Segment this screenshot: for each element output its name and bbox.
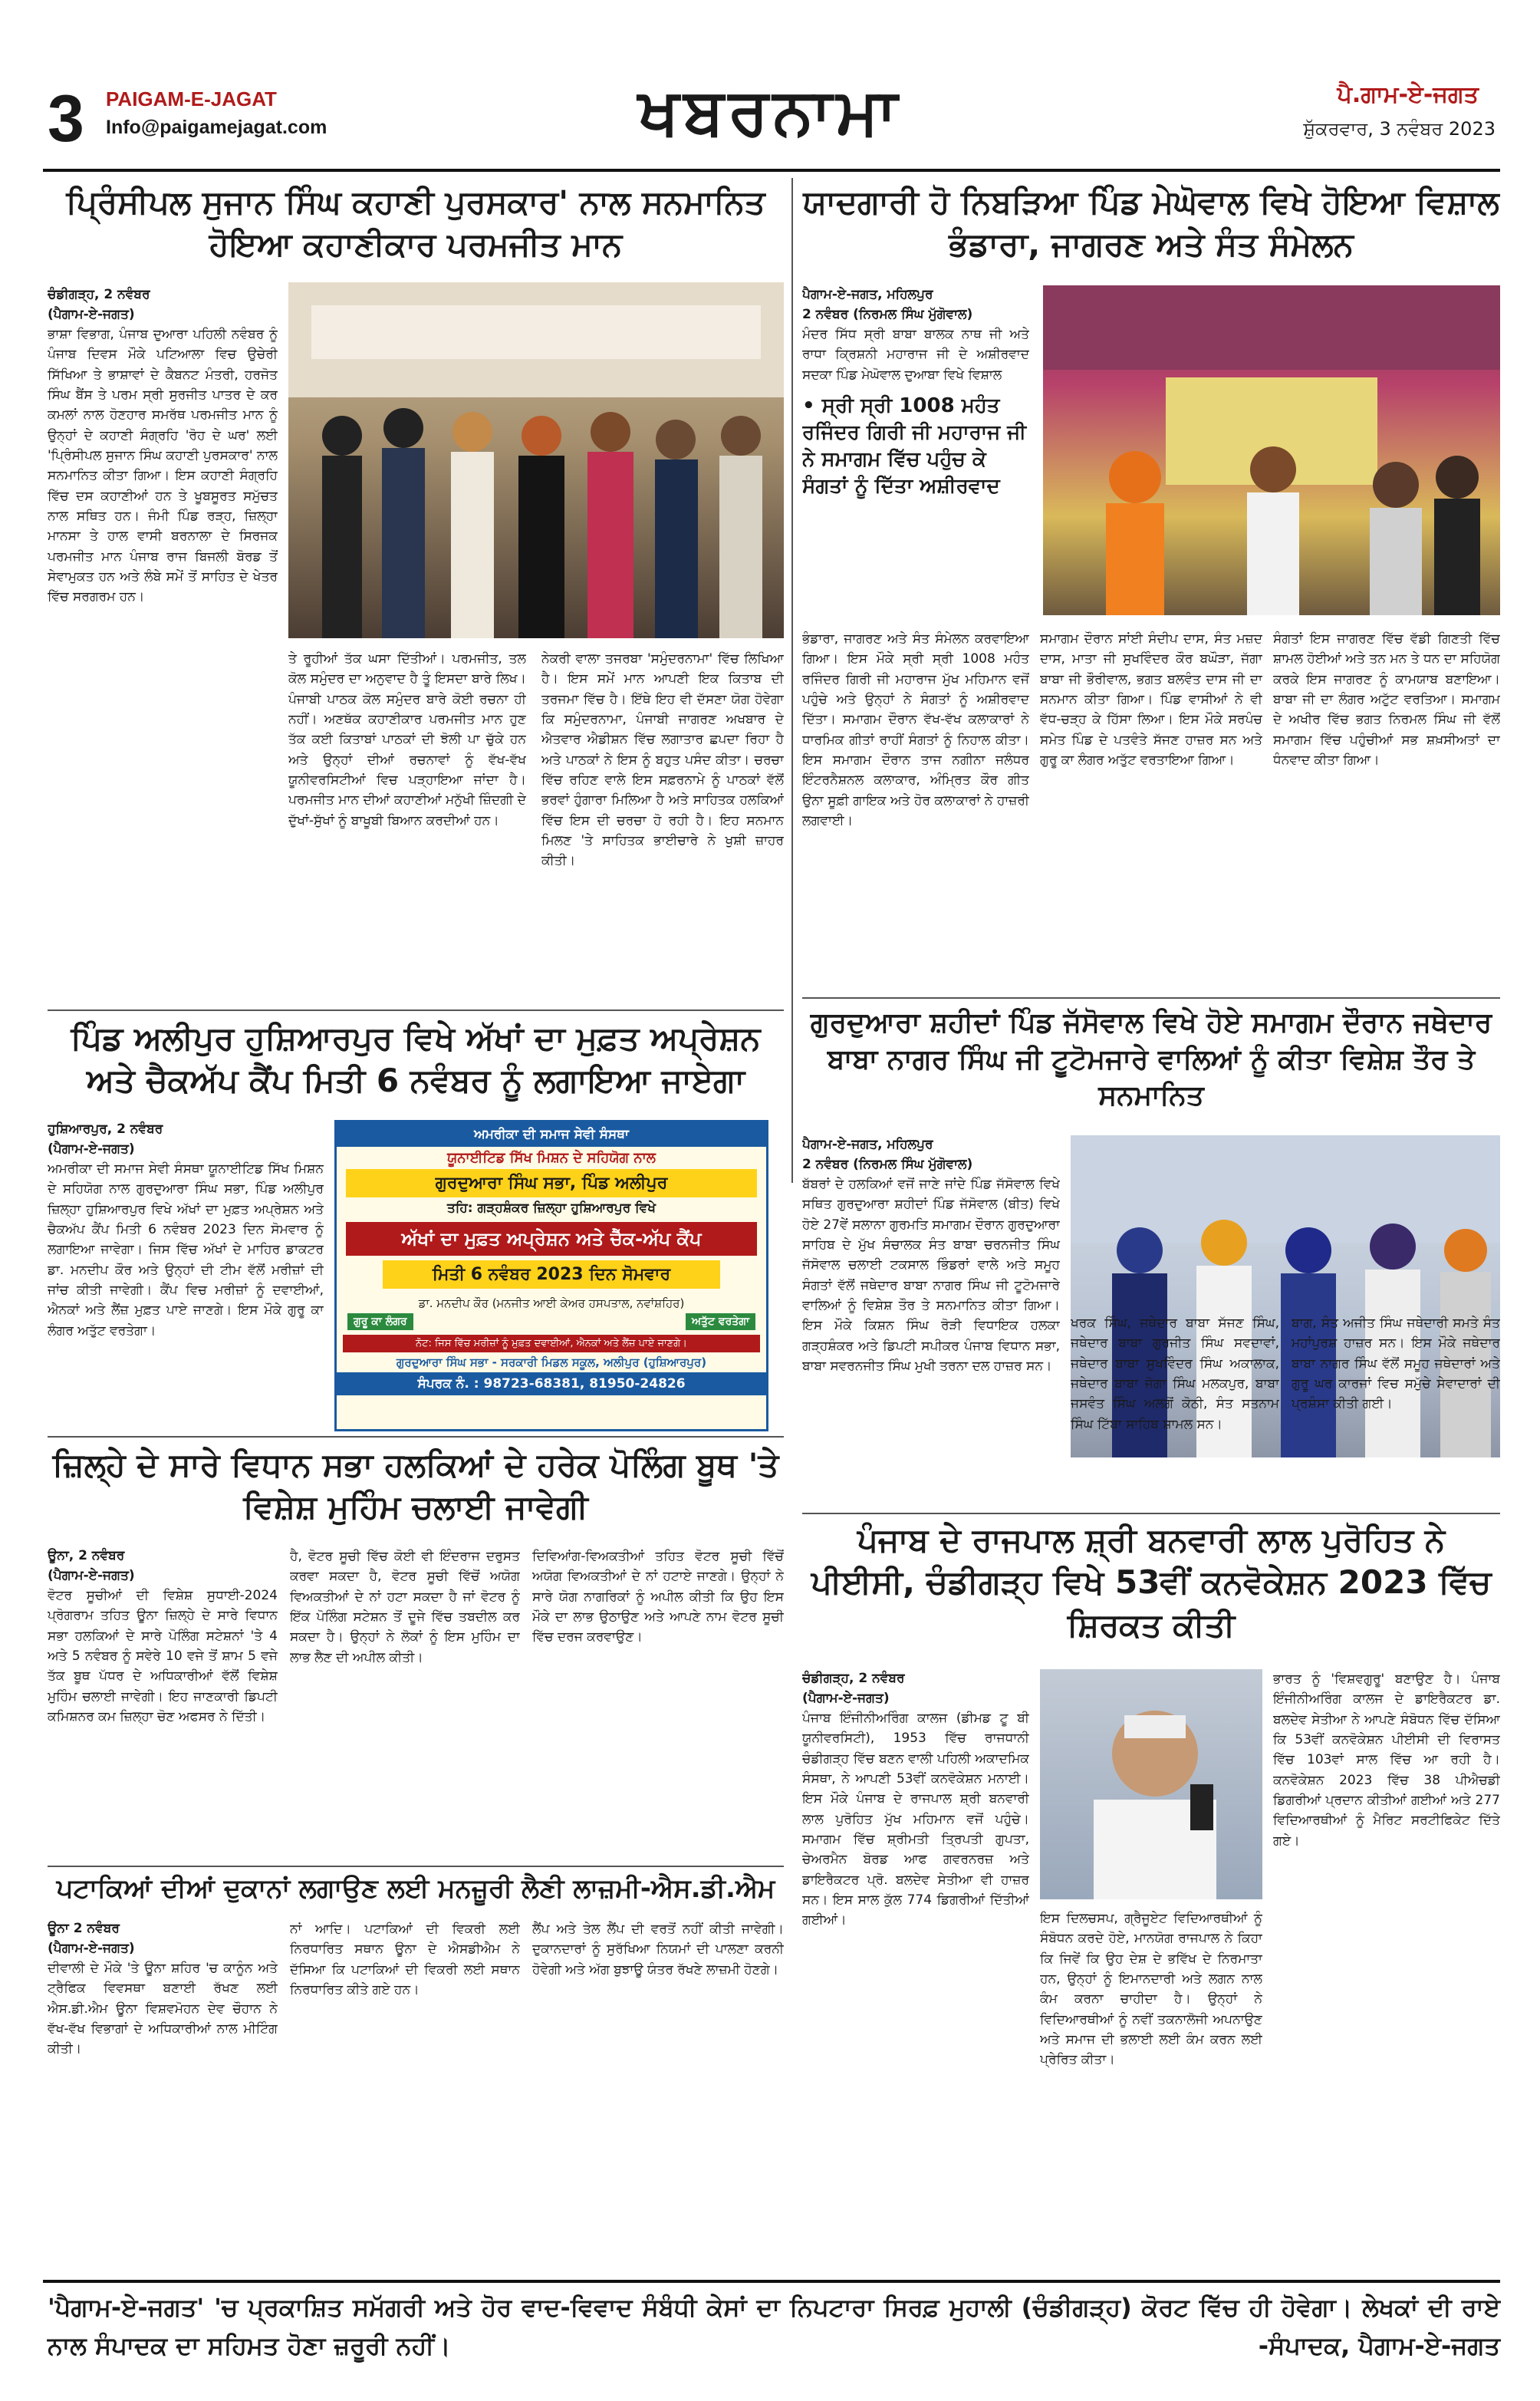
header-rule — [43, 169, 1500, 172]
story5-headline-box — [48, 1872, 784, 1906]
ad-badge-langar: ਗੁਰੂ ਕਾ ਲੰਗਰ — [347, 1313, 413, 1330]
ad-title: ਅੱਖਾਂ ਦਾ ਮੁਫ਼ਤ ਅਪ੍ਰੇਸ਼ਨ ਅਤੇ ਚੈੱਕ-ਅੱਪ ਕੈਂਪ — [346, 1222, 757, 1256]
story2-headline: ਯਾਦਗਾਰੀ ਹੋ ਨਿਬੜਿਆ ਪਿੰਡ ਮੇਘੋਵਾਲ ਵਿਖੇ ਹੋਇਆ ਵਿਸ਼ਾਲ ਭੰਡਾਰਾ, ਜਾਗਰਣ ਅਤੇ ਸੰਤ ਸੰਮੇਲਨ — [803, 183, 1499, 264]
brand-email[interactable]: Info@paigamejagat.com — [106, 117, 327, 138]
story2-text-3: ਸੰਗਤਾਂ ਇਸ ਜਾਗਰਣ ਵਿੱਚ ਵੱਡੀ ਗਿਣਤੀ ਵਿੱਚ ਸ਼ਾਮਲ ਹੋਈਆਂ ਅਤੇ ਤਨ ਮਨ ਤੇ ਧਨ ਦਾ ਸਹਿਯੋਗ ਕਰਕੇ ਇਸ ਜਾਗਰਣ ਨੂੰ ਕਾਮਯਾਬ ਬਣਾਇਆ। ਬਾਬਾ ਜੀ ਦਾ ਲੰਗਰ ਅਟੁੱਟ ਵਰਤਿਆ। ਸਮਾਗਮ ਦੇ ਅਖੀਰ ਵਿੱਚ ਭਗਤ ਨਿਰਮਲ ਸਿੰਘ ਜੀ ਵੱਲੋਂ ਸਮਾਗਮ ਵਿੱਚ ਪਹੁੰਚੀਆਂ ਸਭ ਸ਼ਖ਼ਸੀਅਤਾਂ ਦਾ ਧੰਨਵਾਦ ਕੀਤਾ ਗਿਆ। — [1273, 631, 1500, 769]
story7-dateline: ਚੰਡੀਗੜ੍ਹ, 2 ਨਵੰਬਰ — [802, 1671, 905, 1686]
story2-column-1 — [802, 629, 1029, 990]
story-divider — [48, 1009, 784, 1011]
story6-headline: ਗੁਰਦੁਆਰਾ ਸ਼ਹੀਦਾਂ ਪਿੰਡ ਜੱਸੋਵਾਲ ਵਿਖੇ ਹੋਏ ਸਮਾਗਮ ਦੌਰਾਨ ਜਥੇਦਾਰ ਬਾਬਾ ਨਾਗਰ ਸਿੰਘ ਜੀ ਟੂਟੋਮਜਾਰੇ ਵਾਲਿਆਂ ਨੂੰ ਕੀਤਾ ਵਿਸ਼ੇਸ਼ ਤੌਰ ਤੇ ਸਨਮਾਨਿਤ — [810, 1007, 1492, 1112]
story5-column-2 — [290, 1919, 520, 2269]
story6-below-photo-1 — [1071, 1313, 1279, 1467]
story7-text-2: ਇਸ ਦਿਲਚਸਪ, ਗ੍ਰੈਜੂਏਟ ਵਿਦਿਆਰਥੀਆਂ ਨੂੰ ਸੰਬੋਧਨ ਕਰਦੇ ਹੋਏ, ਮਾਨਯੋਗ ਰਾਜਪਾਲ ਨੇ ਕਿਹਾ ਕਿ ਜਿਵੇਂ ਕਿ ਉਹ ਦੇਸ਼ ਦੇ ਭਵਿੱਖ ਦੇ ਨਿਰਮਾਤਾ ਹਨ, ਉਨ੍ਹਾਂ ਨੂੰ ਇਮਾਨਦਾਰੀ ਅਤੇ ਲਗਨ ਨਾਲ ਕੰਮ ਕਰਨਾ ਚਾਹੀਦਾ ਹੈ। ਉਨ੍ਹਾਂ ਨੇ ਵਿਦਿਆਰਥੀਆਂ ਨੂੰ ਨਵੀਂ ਤਕਨਾਲੋਜੀ ਅਪਨਾਉਣ ਅਤੇ ਸਮਾਜ ਦੀ ਭਲਾਈ ਲਈ ਕੰਮ ਕਰਨ ਲਈ ਪ੍ਰੇਰਿਤ ਕੀਤਾ। — [1040, 1911, 1262, 2068]
story2-text-1: ਭੰਡਾਰਾ, ਜਾਗਰਣ ਅਤੇ ਸੰਤ ਸੰਮੇਲਨ ਕਰਵਾਇਆ ਗਿਆ। ਇਸ ਮੌਕੇ ਸ੍ਰੀ ਸ੍ਰੀ 1008 ਮਹੰਤ ਰਜਿੰਦਰ ਗਿਰੀ ਜੀ ਮਹਾਰਾਜ ਮੁੱਖ ਮਹਿਮਾਨ ਵਜੋਂ ਪਹੁੰਚੇ ਅਤੇ ਉਨ੍ਹਾਂ ਨੇ ਸੰਗਤਾਂ ਨੂੰ ਅਸ਼ੀਰਵਾਦ ਦਿੱਤਾ। ਸਮਾਗਮ ਦੌਰਾਨ ਵੱਖ-ਵੱਖ ਕਲਾਕਾਰਾਂ ਨੇ ਧਾਰਮਿਕ ਗੀਤਾਂ ਰਾਹੀਂ ਸੰਗਤਾਂ ਨੂੰ ਨਿਹਾਲ ਕੀਤਾ। ਇਸ ਸਮਾਗਮ ਦੌਰਾਨ ਤਾਜ ਨਗੀਨਾ ਜਲੰਧਰ ਇੰਟਰਨੈਸ਼ਨਲ ਕਲਾਕਾਰ, ਅੰਮ੍ਰਿਤ ਕੌਰ ਗੀਤ ਉਨਾ ਸੂਫ਼ੀ ਗਾਇਕ ਅਤੇ ਹੋਰ ਕਲਾਕਾਰਾਂ ਨੇ ਹਾਜ਼ਰੀ ਲਗਵਾਈ। — [802, 631, 1029, 829]
story2-lead — [802, 285, 1029, 623]
story5-column-1 — [48, 1919, 278, 2269]
award-ceremony-photo — [288, 282, 784, 638]
story7-text-1: ਪੰਜਾਬ ਇੰਜੀਨੀਅਰਿੰਗ ਕਾਲਜ (ਡੀਮਡ ਟੂ ਬੀ ਯੂਨੀਵਰਸਿਟੀ), 1953 ਵਿੱਚ ਰਾਜਧਾਨੀ ਚੰਡੀਗੜ੍ਹ ਵਿੱਚ ਬਣਨ ਵਾਲੀ ਪਹਿਲੀ ਅਕਾਦਮਿਕ ਸੰਸਥਾ, ਨੇ ਆਪਣੀ 53ਵੀਂ ਕਨਵੋਕੇਸ਼ਨ ਮਨਾਈ। ਇਸ ਮੌਕੇ ਪੰਜਾਬ ਦੇ ਰਾਜਪਾਲ ਸ਼੍ਰੀ ਬਨਵਾਰੀ ਲਾਲ ਪੁਰੋਹਿਤ ਮੁੱਖ ਮਹਿਮਾਨ ਵਜੋਂ ਪਹੁੰਚੇ। ਸਮਾਗਮ ਵਿੱਚ ਸ਼੍ਰੀਮਤੀ ਤ੍ਰਿਪਤੀ ਗੁਪਤਾ, ਚੇਅਰਮੈਨ ਬੋਰਡ ਆਫ ਗਵਰਨਰਜ਼ ਅਤੇ ਡਾਇਰੈਕਟਰ ਪ੍ਰੋ. ਬਲਦੇਵ ਸੇਤੀਆ ਵੀ ਹਾਜ਼ਰ ਸਨ। ਇਸ ਸਾਲ ਕੁੱਲ 774 ਡਿਗਰੀਆਂ ਦਿੱਤੀਆਂ ਗਈਆਂ। — [802, 1711, 1029, 1928]
story-divider — [802, 997, 1500, 999]
story4-source: (ਪੈਗਾਮ-ਏ-ਜਗਤ) — [48, 1567, 135, 1583]
story3-headline-box — [48, 1017, 784, 1102]
story3-source: (ਪੈਗਾਮ-ਏ-ਜਗਤ) — [48, 1141, 135, 1157]
story3-dateline: ਹੁਸ਼ਿਆਰਪੁਰ, 2 ਨਵੰਬਰ — [48, 1121, 163, 1137]
footer-disclaimer — [48, 2289, 1500, 2365]
story6-headline-box — [802, 1005, 1500, 1115]
story5-source: (ਪੈਗਾਮ-ਏ-ਜਗਤ) — [48, 1940, 135, 1956]
story2-dateline: ਪੈਗਾਮ-ਏ-ਜਗਤ, ਮਹਿਲਪੁਰ — [802, 287, 933, 302]
story6-reporter: 2 ਨਵੰਬਰ (ਨਿਰਮਲ ਸਿੰਘ ਮੁੱਗੋਵਾਲ) — [802, 1156, 973, 1172]
footer-rule — [43, 2280, 1500, 2283]
ad-date: ਮਿਤੀ 6 ਨਵੰਬਰ 2023 ਦਿਨ ਸੋਮਵਾਰ — [383, 1260, 720, 1289]
ad-contact: ਸੰਪਰਕ ਨੰ. : 98723-68381, 81950-24826 — [337, 1372, 766, 1395]
story6-below-photo-2 — [1292, 1313, 1500, 1467]
story1-source: (ਪੈਗਾਮ-ਏ-ਜਗਤ) — [48, 306, 135, 322]
brand-name: PAIGAM-E-JAGAT — [106, 87, 277, 110]
story2-photo — [1043, 285, 1500, 615]
eye-camp-advertisement — [334, 1120, 768, 1431]
story3-column — [48, 1120, 324, 1411]
religious-gathering-photo — [1043, 285, 1500, 615]
story7-photo — [1040, 1669, 1262, 1899]
story1-photo — [288, 282, 784, 638]
ad-badge-attut: ਅਤੁੱਟ ਵਰਤੇਗਾ — [686, 1313, 755, 1330]
story7-column-3 — [1273, 1669, 1500, 2275]
story3-headline: ਪਿੰਡ ਅਲੀਪੁਰ ਹੁਸ਼ਿਆਰਪੁਰ ਵਿਖੇ ਅੱਖਾਂ ਦਾ ਮੁਫ਼ਤ ਅਪ੍ਰੇਸ਼ਨ ਅਤੇ ਚੈਕਅੱਪ ਕੈਂਪ ਮਿਤੀ 6 ਨਵੰਬਰ ਨੂੰ ਲਗਾਇਆ ਜਾਏਗਾ — [71, 1019, 761, 1100]
story1-dateline: ਚੰਡੀਗੜ੍ਹ, 2 ਨਵੰਬਰ — [48, 287, 150, 302]
story1-column-1 — [48, 285, 278, 999]
story7-column-2 — [1040, 1909, 1262, 2275]
story5-dateline: ਊਨਾ 2 ਨਵੰਬਰ — [48, 1921, 120, 1936]
story1-text-2: ਤੇ ਰੂਹੀਆਂ ਤੱਕ ਘਸਾ ਦਿੱਤੀਆਂ। ਪਰਮਜੀਤ, ਤਲ ਕੋਲ ਸਮੁੰਦਰ ਦਾ ਅਨੁਵਾਦ ਹੈ ਤੂੰ ਇਸਦਾ ਬਾਰੇ ਲਿਖ। ਪੰਜਾਬੀ ਪਾਠਕ ਕੋਲ ਸਮੁੰਦਰ ਬਾਰੇ ਕੋਈ ਰਚਨਾ ਹੀ ਨਹੀਂ। ਅਣਥੱਕ ਕਹਾਣੀਕਾਰ ਪਰਮਜੀਤ ਮਾਨ ਹੁਣ ਤੱਕ ਕਈ ਕਿਤਾਬਾਂ ਪਾਠਕਾਂ ਦੀ ਝੋਲੀ ਪਾ ਚੁੱਕੇ ਹਨ ਅਤੇ ਉਨ੍ਹਾਂ ਦੀਆਂ ਰਚਨਾਵਾਂ ਨੂੰ ਵੱਖ-ਵੱਖ ਯੂਨੀਵਰਸਿਟੀਆਂ ਵਿਚ ਪੜ੍ਹਾਇਆ ਜਾਂਦਾ ਹੈ। ਪਰਮਜੀਤ ਮਾਨ ਦੀਆਂ ਕਹਾਣੀਆਂ ਮਨੁੱਖੀ ਜ਼ਿੰਦਗੀ ਦੇ ਦੁੱਖਾਂ-ਸੁੱਖਾਂ ਨੂੰ ਬਾਖੂਬੀ ਬਿਆਨ ਕਰਦੀਆਂ ਹਨ। — [288, 651, 526, 828]
story1-text-3: ਨੇਕਰੀ ਵਾਲਾ ਤਜਰਬਾ 'ਸਮੁੰਦਰਨਾਮਾ' ਵਿੱਚ ਲਿਖਿਆ ਹੈ। ਇਸ ਸਮੇਂ ਮਾਨ ਆਪਣੀ ਇਕ ਕਿਤਾਬ ਦੀ ਤਰਜਮਾ ਵਿੱਚ ਹੈ। ਇੱਥੇ ਇਹ ਵੀ ਦੱਸਣਾ ਯੋਗ ਹੋਵੇਗਾ ਕਿ ਸਮੁੰਦਰਨਾਮਾ, ਪੰਜਾਬੀ ਜਾਗਰਣ ਅਖਬਾਰ ਦੇ ਐਤਵਾਰ ਐਡੀਸ਼ਨ ਵਿੱਚ ਲਗਾਤਾਰ ਛਪਦਾ ਰਿਹਾ ਹੈ ਅਤੇ ਪਾਠਕਾਂ ਨੇ ਇਸ ਨੂੰ ਬਹੁਤ ਪਸੰਦ ਕੀਤਾ। ਚਰਚਾ ਵਿੱਚ ਰਹਿਣ ਵਾਲੇ ਇਸ ਸਫ਼ਰਨਾਮੇ ਨੂੰ ਪਾਠਕਾਂ ਵੱਲੋਂ ਭਰਵਾਂ ਹੁੰਗਾਰਾ ਮਿਲਿਆ ਹੈ ਅਤੇ ਸਾਹਿਤਕ ਹਲਕਿਆਂ ਵਿੱਚ ਇਸ ਦੀ ਚਰਚਾ ਹੋ ਰਹੀ ਹੈ। ਇਹ ਸਨਮਾਨ ਮਿਲਣ 'ਤੇ ਸਾਹਿਤਕ ਭਾਈਚਾਰੇ ਨੇ ਖੁਸ਼ੀ ਜ਼ਾਹਰ ਕੀਤੀ। — [541, 651, 784, 869]
story7-source: (ਪੈਗਾਮ-ਏ-ਜਗਤ) — [802, 1690, 890, 1706]
story1-column-3 — [541, 649, 784, 999]
story6-text-2: ਖਰਕ ਸਿੰਘ, ਜਥੇਦਾਰ ਬਾਬਾ ਸੱਜਣ ਸਿੰਘ, ਜਥੇਦਾਰ ਬਾਬਾ ਗੁਰਜੀਤ ਸਿੰਘ ਸਵਦਾਵਾਂ, ਜਥੇਦਾਰ ਬਾਬਾ ਸੁਖਵਿੰਦਰ ਸਿੰਘ ਅਕਾਲਾਕ, ਜਥੇਦਾਰ ਬਾਬਾ ਜੋਗਾ ਸਿੰਘ ਮਲਕਪੁਰ, ਬਾਬਾ ਜਸਵੰਤ ਸਿੰਘ ਅਲਗੋਂ ਕੋਠੀ, ਸੰਤ ਸਤਨਾਮ ਸਿੰਘ ਟਿੱਬਾ ਸਾਹਿਬ ਸ਼ਾਮਲ ਸਨ। — [1071, 1316, 1279, 1432]
story6-column — [802, 1135, 1060, 1504]
ad-top-line: ਅਮਰੀਕਾ ਦੀ ਸਮਾਜ ਸੇਵੀ ਸੰਸਥਾ — [337, 1122, 766, 1147]
story6-text: ਬੱਬਰਾਂ ਦੇ ਹਲਕਿਆਂ ਵਜੋਂ ਜਾਣੇ ਜਾਂਦੇ ਪਿੰਡ ਜੱਸੋਵਾਲ ਵਿਖੇ ਸਥਿਤ ਗੁਰਦੁਆਰਾ ਸ਼ਹੀਦਾਂ ਪਿੰਡ ਜੱਸੋਵਾਲ (ਬੀਤ) ਵਿਖੇ ਹੋਏ 27ਵੇਂ ਸਲਾਨਾ ਗੁਰਮਤਿ ਸਮਾਗਮ ਦੌਰਾਨ ਗੁਰਦੁਆਰਾ ਸਾਹਿਬ ਦੇ ਮੁੱਖ ਸੰਚਾਲਕ ਸੰਤ ਬਾਬਾ ਚਰਨਜੀਤ ਸਿੰਘ ਜੱਸੋਵਾਲ ਚਲਾਈ ਟਕਸਾਲ ਭਿੰਡਰਾਂ ਵਾਲੇ ਅਤੇ ਸਮੂਹ ਸੰਗਤਾਂ ਵੱਲੋਂ ਜਥੇਦਾਰ ਬਾਬਾ ਨਾਗਰ ਸਿੰਘ ਜੀ ਟੂਟੋਮਜਾਰੇ ਵਾਲਿਆਂ ਨੂੰ ਵਿਸ਼ੇਸ਼ ਤੌਰ ਤੇ ਸਨਮਾਨਿਤ ਕੀਤਾ ਗਿਆ। ਇਸ ਮੌਕੇ ਕਿਸ਼ਨ ਸਿੰਘ ਰੋੜੀ ਵਿਧਾਇਕ ਹਲਕਾ ਗੜ੍ਹਸ਼ੰਕਰ ਅਤੇ ਡਿਪਟੀ ਸਪੀਕਰ ਪੰਜਾਬ ਵਿਧਾਨ ਸਭਾ, ਬਾਬਾ ਸਵਰਨਜੀਤ ਸਿੰਘ ਮੁਖੀ ਤਰਨਾ ਦਲ ਹਾਜ਼ਰ ਸਨ। — [802, 1177, 1060, 1375]
ad-district: ਤਹਿ: ਗੜ੍ਹਸ਼ੰਕਰ ਜ਼ਿਲ੍ਹਾ ਹੁਸ਼ਿਆਰਪੁਰ ਵਿਖੇ — [446, 1200, 656, 1216]
story-divider — [48, 1436, 784, 1438]
story2-text-2: ਸਮਾਗਮ ਦੌਰਾਨ ਸਾਂਈ ਸੰਦੀਪ ਦਾਸ, ਸੰਤ ਮਜ਼ਦ ਦਾਸ, ਮਾਤਾ ਜੀ ਸੁਖਵਿੰਦਰ ਕੌਰ ਬਘੌੜਾ, ਜੱਗਾ ਬਾਬਾ ਜੀ ਭੌਰੀਵਾਲ, ਭਗਤ ਬਲਵੰਤ ਦਾਸ ਜੀ ਦਾ ਸਨਮਾਨ ਕੀਤਾ ਗਿਆ। ਪਿੰਡ ਵਾਸੀਆਂ ਨੇ ਵੀ ਵੱਧ-ਚੜ੍ਹ ਕੇ ਹਿੱਸਾ ਲਿਆ। ਇਸ ਮੌਕੇ ਸਰਪੰਚ ਸਮੇਤ ਪਿੰਡ ਦੇ ਪਤਵੰਤੇ ਸੱਜਣ ਹਾਜ਼ਰ ਸਨ ਅਤੇ ਗੁਰੂ ਕਾ ਲੰਗਰ ਅਤੁੱਟ ਵਰਤਾਇਆ ਗਿਆ। — [1040, 631, 1262, 769]
ad-organization: ਯੂਨਾਈਟਿਡ ਸਿੱਖ ਮਿਸ਼ਨ ਦੇ ਸਹਿਯੋਗ ਨਾਲ — [447, 1150, 656, 1166]
story1-text-1: ਭਾਸ਼ਾ ਵਿਭਾਗ, ਪੰਜਾਬ ਦੁਆਰਾ ਪਹਿਲੀ ਨਵੰਬਰ ਨੂੰ ਪੰਜਾਬ ਦਿਵਸ ਮੌਕੇ ਪਟਿਆਲਾ ਵਿਚ ਉਚੇਰੀ ਸਿੱਖਿਆ ਤੇ ਭਾਸ਼ਾਵਾਂ ਦੇ ਕੈਬਨਟ ਮੰਤਰੀ, ਹਰਜੋਤ ਸਿੰਘ ਬੈਂਸ ਤੇ ਪਰਮ ਸ੍ਰੀ ਸੁਰਜੀਤ ਪਾਤਰ ਦੇ ਕਰ ਕਮਲਾਂ ਨਾਲ ਹੋਣਹਾਰ ਸਮਰੱਥ ਪਰਮਜੀਤ ਮਾਨ ਨੂੰ ਉਨ੍ਹਾਂ ਦੇ ਕਹਾਣੀ ਸੰਗ੍ਰਹਿ 'ਰੋਹ ਦੇ ਘਰ' ਲਈ 'ਪ੍ਰਿੰਸੀਪਲ ਸੁਜਾਨ ਸਿੰਘ ਕਹਾਣੀ ਪੁਰਸਕਾਰ' ਨਾਲ ਸਨਮਾਨਿਤ ਕੀਤਾ ਗਿਆ। ਇਸ ਕਹਾਣੀ ਸੰਗ੍ਰਹਿ ਵਿੱਚ ਦਸ ਕਹਾਣੀਆਂ ਹਨ ਤੇ ਖੂਬਸੂਰਤ ਸਮੁੱਚਤ ਨਾਲ ਸਥਿਤ ਹਨ। ਜੰਮੀ ਪਿੰਡ ਰੜ੍ਹ, ਜ਼ਿਲ੍ਹਾ ਮਾਨਸਾ ਤੇ ਹਾਲ ਵਾਸੀ ਬਰਨਾਲਾ ਦੇ ਸਿਰਜਕ ਪਰਮਜੀਤ ਮਾਨ ਪੰਜਾਬ ਰਾਜ ਬਿਜਲੀ ਬੋਰਡ ਤੋਂ ਸੇਵਾਮੁਕਤ ਹਨ ਅਤੇ ਲੰਬੇ ਸਮੇਂ ਤੋਂ ਸਾਹਿਤ ਦੇ ਖੇਤਰ ਵਿੱਚ ਸਰਗਰਮ ਹਨ। — [48, 327, 278, 605]
ad-badges — [337, 1313, 766, 1330]
story4-text-3: ਦਿਵਿਆਂਗ-ਵਿਅਕਤੀਆਂ ਤਹਿਤ ਵੋਟਰ ਸੂਚੀ ਵਿੱਚੋਂ ਅਯੋਗ ਵਿਅਕਤੀਆਂ ਦੇ ਨਾਂ ਹਟਾਏ ਜਾਣਗੇ। ਉਨ੍ਹਾਂ ਨੇ ਸਾਰੇ ਯੋਗ ਨਾਗਰਿਕਾਂ ਨੂੰ ਅਪੀਲ ਕੀਤੀ ਕਿ ਉਹ ਇਸ ਮੌਕੇ ਦਾ ਲਾਭ ਉਠਾਉਣ ਅਤੇ ਆਪਣੇ ਨਾਮ ਵੋਟਰ ਸੂਚੀ ਵਿੱਚ ਦਰਜ ਕਰਵਾਉਣ। — [532, 1549, 784, 1645]
story-divider — [48, 1866, 784, 1867]
story6-text-3: ਬਾਗ, ਸੰਤ ਅਜੀਤ ਸਿੰਘ ਜਥੇਦਾਰੀ ਸਮਤੇ ਸੰਤ ਮਹਾਂਪੁਰਸ਼ ਹਾਜ਼ਰ ਸਨ। ਇਸ ਮੌਕੇ ਜਥੇਦਾਰ ਬਾਬਾ ਨਾਗਰ ਸਿੰਘ ਵੱਲੋਂ ਸਮੂਹ ਜਥੇਦਾਰਾਂ ਅਤੇ ਗੁਰੂ ਘਰ ਕਾਰਜਾਂ ਵਿਚ ਸਮੁੱਚੇ ਸੇਵਾਦਾਰਾਂ ਦੀ ਪ੍ਰਸ਼ੰਸਾ ਕੀਤੀ ਗਈ। — [1292, 1316, 1500, 1412]
story4-column-2 — [290, 1546, 520, 1853]
story5-text-2: ਨਾਂ ਆਦਿ। ਪਟਾਕਿਆਂ ਦੀ ਵਿਕਰੀ ਲਈ ਨਿਰਧਾਰਿਤ ਸਥਾਨ ਊਨਾ ਦੇ ਐਸਡੀਐਮ ਨੇ ਦੱਸਿਆ ਕਿ ਪਟਾਕਿਆਂ ਦੀ ਵਿਕਰੀ ਲਈ ਸਥਾਨ ਨਿਰਧਾਰਿਤ ਕੀਤੇ ਗਏ ਹਨ। — [290, 1922, 520, 1998]
footer-text: 'ਪੈਗਾਮ-ਏ-ਜਗਤ' 'ਚ ਪ੍ਰਕਾਸ਼ਿਤ ਸਮੱਗਰੀ ਅਤੇ ਹੋਰ ਵਾਦ-ਵਿਵਾਦ ਸੰਬੰਧੀ ਕੇਸਾਂ ਦਾ ਨਿਪਟਾਰਾ ਸਿਰਫ਼ ਮੁਹਾਲੀ (ਚੰਡੀਗੜ੍ਹ) ਕੋਰਟ ਵਿੱਚ ਹੀ ਹੋਵੇਗਾ। ਲੇਖਕਾਂ ਦੀ ਰਾਏ ਨਾਲ ਸੰਪਾਦਕ ਦਾ ਸਹਿਮਤ ਹੋਣਾ ਜ਼ਰੂਰੀ ਨਹੀਂ। — [48, 2293, 1500, 2360]
story5-column-3 — [532, 1919, 784, 2269]
ad-footer: ਗੁਰਦੁਆਰਾ ਸਿੰਘ ਸਭਾ - ਸਰਕਾਰੀ ਮਿਡਲ ਸਕੂਲ, ਅਲੀਪੁਰ (ਹੁਸ਼ਿਆਰਪੁਰ) — [396, 1355, 707, 1369]
story4-headline: ਜ਼ਿਲ੍ਹੇ ਦੇ ਸਾਰੇ ਵਿਧਾਨ ਸਭਾ ਹਲਕਿਆਂ ਦੇ ਹਰੇਕ ਪੋਲਿੰਗ ਬੂਥ 'ਤੇ ਵਿਸ਼ੇਸ਼ ਮੁਹਿੰਮ ਚਲਾਈ ਜਾਵੇਗੀ — [52, 1446, 779, 1527]
story4-dateline: ਊਨਾ, 2 ਨਵੰਬਰ — [48, 1548, 125, 1563]
footer-signature: -ਸੰਪਾਦਕ, ਪੈਗਾਮ-ਏ-ਜਗਤ — [1258, 2330, 1500, 2360]
story3-text: ਅਮਰੀਕਾ ਦੀ ਸਮਾਜ ਸੇਵੀ ਸੰਸਥਾ ਯੂਨਾਈਟਿਡ ਸਿੱਖ ਮਿਸ਼ਨ ਦੇ ਸਹਿਯੋਗ ਨਾਲ ਗੁਰਦੁਆਰਾ ਸਿੰਘ ਸਭਾ, ਪਿੰਡ ਅਲੀਪੁਰ ਜ਼ਿਲ੍ਹਾ ਹੁਸ਼ਿਆਰਪੁਰ ਵਿਖੇ ਅੱਖਾਂ ਦਾ ਮੁਫ਼ਤ ਅਪ੍ਰੇਸ਼ਨ ਅਤੇ ਚੈਕਅੱਪ ਕੈਂਪ ਮਿਤੀ 6 ਨਵੰਬਰ 2023 ਦਿਨ ਸੋਮਵਾਰ ਨੂੰ ਲਗਾਇਆ ਜਾਵੇਗਾ। ਜਿਸ ਵਿੱਚ ਅੱਖਾਂ ਦੇ ਮਾਹਿਰ ਡਾਕਟਰ ਡਾ. ਮਨਦੀਪ ਕੌਰ ਅਤੇ ਉਨ੍ਹਾਂ ਦੀ ਟੀਮ ਵੱਲੋਂ ਮਰੀਜ਼ਾਂ ਦੀ ਜਾਂਚ ਕੀਤੀ ਜਾਵੇਗੀ। ਕੈਂਪ ਵਿਚ ਮਰੀਜ਼ਾਂ ਨੂੰ ਦਵਾਈਆਂ, ਐਨਕਾਂ ਅਤੇ ਲੈਂਜ਼ ਮੁਫ਼ਤ ਪਾਏ ਜਾਣਗੇ। ਇਸ ਮੌਕੇ ਗੁਰੂ ਕਾ ਲੰਗਰ ਅਤੁੱਟ ਵਰਤੇਗਾ। — [48, 1161, 324, 1339]
page-number: 3 — [48, 82, 84, 156]
story4-text-2: ਹੈ, ਵੋਟਰ ਸੂਚੀ ਵਿੱਚ ਕੋਈ ਵੀ ਇੰਦਰਾਜ ਦਰੁਸਤ ਕਰਵਾ ਸਕਦਾ ਹੈ, ਵੋਟਰ ਸੂਚੀ ਵਿੱਚੋਂ ਅਯੋਗ ਵਿਅਕਤੀਆਂ ਦੇ ਨਾਂ ਹਟਾ ਸਕਦਾ ਹੈ ਜਾਂ ਵੋਟਰ ਨੂੰ ਇੱਕ ਪੋਲਿੰਗ ਸਟੇਸ਼ਨ ਤੋਂ ਦੂਜੇ ਵਿੱਚ ਤਬਦੀਲ ਕਰ ਸਕਦਾ ਹੈ। ਉਨ੍ਹਾਂ ਨੇ ਲੋਕਾਂ ਨੂੰ ਇਸ ਮੁਹਿੰਮ ਦਾ ਲਾਭ ਲੈਣ ਦੀ ਅਪੀਲ ਕੀਤੀ। — [290, 1549, 520, 1665]
ad-doctor: ਡਾ. ਮਨਦੀਪ ਕੌਰ (ਮਨਜੀਤ ਆਈ ਕੇਅਰ ਹਸਪਤਾਲ, ਨਵਾਂਸ਼ਹਿਰ) — [418, 1296, 685, 1310]
story5-text-3: ਲੈਂਪ ਅਤੇ ਤੇਲ ਲੈਂਪ ਦੀ ਵਰਤੋਂ ਨਹੀਂ ਕੀਤੀ ਜਾਵੇਗੀ। ਦੁਕਾਨਦਾਰਾਂ ਨੂੰ ਸੁਰੱਖਿਆ ਨਿਯਮਾਂ ਦੀ ਪਾਲਣਾ ਕਰਨੀ ਹੋਵੇਗੀ ਅਤੇ ਅੱਗ ਬੁਝਾਊ ਯੰਤਰ ਰੱਖਣੇ ਲਾਜ਼ਮੀ ਹੋਣਗੇ। — [532, 1922, 784, 1978]
story2-reporter: 2 ਨਵੰਬਰ (ਨਿਰਮਲ ਸਿੰਘ ਮੁੱਗੋਵਾਲ) — [802, 306, 973, 322]
story4-headline-box — [48, 1444, 784, 1529]
story5-headline: ਪਟਾਕਿਆਂ ਦੀਆਂ ਦੁਕਾਨਾਂ ਲਗਾਉਣ ਲਈ ਮਨਜ਼ੂਰੀ ਲੈਣੀ ਲਾਜ਼ਮੀ-ਐਸ.ਡੀ.ਐਮ — [56, 1873, 775, 1904]
story7-column-1 — [802, 1669, 1029, 2275]
story2-column-3 — [1273, 629, 1500, 990]
masthead-title: ਖਬਰਨਾਮਾ — [638, 74, 902, 149]
story1-headline: ਪ੍ਰਿੰਸੀਪਲ ਸੁਜਾਨ ਸਿੰਘ ਕਹਾਣੀ ਪੁਰਸਕਾਰ' ਨਾਲ ਸਨਮਾਨਿਤ ਹੋਇਆ ਕਹਾਣੀਕਾਰ ਪਰਮਜੀਤ ਮਾਨ — [66, 183, 765, 264]
story2-headline-box — [802, 181, 1500, 266]
issue-date: ਸ਼ੁੱਕਰਵਾਰ, 3 ਨਵੰਬਰ 2023 — [1303, 118, 1496, 140]
story2-intro: ਮੰਦਰ ਸਿੱਧ ਸ੍ਰੀ ਬਾਬਾ ਬਾਲਕ ਨਾਥ ਜੀ ਅਤੇ ਰਾਧਾ ਕ੍ਰਿਸ਼ਨੀ ਮਹਾਰਾਜ ਜੀ ਦੇ ਅਸ਼ੀਰਵਾਦ ਸਦਕਾ ਪਿੰਡ ਮੇਘੋਵਾਲ ਦੁਆਬਾ ਵਿਖੇ ਵਿਸ਼ਾਲ — [802, 327, 1029, 383]
story5-text-1: ਦੀਵਾਲੀ ਦੇ ਮੌਕੇ 'ਤੇ ਊਨਾ ਸ਼ਹਿਰ 'ਚ ਕਾਨੂੰਨ ਅਤੇ ਟ੍ਰੈਫਿਕ ਵਿਵਸਥਾ ਬਣਾਈ ਰੱਖਣ ਲਈ ਐਸ.ਡੀ.ਐਮ ਊਨਾ ਵਿਸ਼ਵਮੋਹਨ ਦੇਵ ਚੌਹਾਨ ਨੇ ਵੱਖ-ਵੱਖ ਵਿਭਾਗਾਂ ਦੇ ਅਧਿਕਾਰੀਆਂ ਨਾਲ ਮੀਟਿੰਗ ਕੀਤੀ। — [48, 1961, 278, 2057]
story7-headline-box — [802, 1519, 1500, 1646]
governor-speaking-photo — [1040, 1669, 1262, 1899]
story2-pullquote: • ਸ੍ਰੀ ਸ੍ਰੀ 1008 ਮਹੰਤ ਰਜਿੰਦਰ ਗਿਰੀ ਜੀ ਮਹਾਰਾਜ ਜੀ ਨੇ ਸਮਾਗਮ ਵਿੱਚ ਪਹੁੰਚ ਕੇ ਸੰਗਤਾਂ ਨੂੰ ਦਿੱਤਾ ਅਸ਼ੀਰਵਾਦ — [802, 394, 1027, 499]
story1-headline-box — [48, 181, 784, 266]
column-divider — [791, 178, 793, 1183]
story-divider — [802, 1513, 1500, 1514]
ad-venue: ਗੁਰਦੁਆਰਾ ਸਿੰਘ ਸਭਾ, ਪਿੰਡ ਅਲੀਪੁਰ — [346, 1169, 757, 1197]
story1-column-2 — [288, 649, 526, 999]
ad-note: ਨੋਟ: ਜਿਸ ਵਿੱਚ ਮਰੀਜ਼ਾਂ ਨੂੰ ਮੁਫ਼ਤ ਦਵਾਈਆਂ, ਐਨਕਾਂ ਅਤੇ ਲੈਂਜ਼ ਪਾਏ ਜਾਣਗੇ। — [343, 1335, 760, 1352]
story2-column-2 — [1040, 629, 1262, 990]
story6-dateline: ਪੈਗਾਮ-ਏ-ਜਗਤ, ਮਹਿਲਪੁਰ — [802, 1137, 933, 1152]
story4-text-1: ਵੋਟਰ ਸੂਚੀਆਂ ਦੀ ਵਿਸ਼ੇਸ਼ ਸੁਧਾਈ-2024 ਪ੍ਰੋਗਰਾਮ ਤਹਿਤ ਊਨਾ ਜ਼ਿਲ੍ਹੇ ਦੇ ਸਾਰੇ ਵਿਧਾਨ ਸਭਾ ਹਲਕਿਆਂ ਦੇ ਸਾਰੇ ਪੋਲਿੰਗ ਸਟੇਸ਼ਨਾਂ 'ਤੇ 4 ਅਤੇ 5 ਨਵੰਬਰ ਨੂੰ ਸਵੇਰੇ 10 ਵਜੇ ਤੋਂ ਸ਼ਾਮ 5 ਵਜੇ ਤੱਕ ਬੂਥ ਪੱਧਰ ਦੇ ਅਧਿਕਾਰੀਆਂ ਵੱਲੋਂ ਵਿਸ਼ੇਸ਼ ਮੁਹਿੰਮ ਚਲਾਈ ਜਾਵੇਗੀ। ਇਹ ਜਾਣਕਾਰੀ ਡਿਪਟੀ ਕਮਿਸ਼ਨਰ ਕਮ ਜ਼ਿਲ੍ਹਾ ਚੋਣ ਅਫਸਰ ਨੇ ਦਿੱਤੀ। — [48, 1588, 278, 1725]
story7-text-3: ਭਾਰਤ ਨੂੰ 'ਵਿਸ਼ਵਗੁਰੂ' ਬਣਾਉਣ ਹੈ। ਪੰਜਾਬ ਇੰਜੀਨੀਅਰਿੰਗ ਕਾਲਜ ਦੇ ਡਾਇਰੈਕਟਰ ਡਾ. ਬਲਦੇਵ ਸੇਤੀਆ ਨੇ ਆਪਣੇ ਸੰਬੋਧਨ ਵਿੱਚ ਦੱਸਿਆ ਕਿ 53ਵੀਂ ਕਨਵੋਕੇਸ਼ਨ ਪੀਈਸੀ ਦੀ ਵਿਰਾਸਤ ਵਿੱਚ 103ਵਾਂ ਸਾਲ ਵਿੱਚ ਆ ਰਹੀ ਹੈ। ਕਨਵੋਕੇਸ਼ਨ 2023 ਵਿੱਚ 38 ਪੀਐਚਡੀ ਡਿਗਰੀਆਂ ਪ੍ਰਦਾਨ ਕੀਤੀਆਂ ਗਈਆਂ ਅਤੇ 277 ਵਿਦਿਆਰਥੀਆਂ ਨੂੰ ਮੈਰਿਟ ਸਰਟੀਫਿਕੇਟ ਦਿੱਤੇ ਗਏ। — [1273, 1671, 1500, 1849]
story7-headline: ਪੰਜਾਬ ਦੇ ਰਾਜਪਾਲ ਸ਼੍ਰੀ ਬਨਵਾਰੀ ਲਾਲ ਪੁਰੋਹਿਤ ਨੇ ਪੀਈਸੀ, ਚੰਡੀਗੜ੍ਹ ਵਿਖੇ 53ਵੀਂ ਕਨਵੋਕੇਸ਼ਨ 2023 ਵਿੱਚ ਸ਼ਿਰਕਤ ਕੀਤੀ — [811, 1521, 1492, 1644]
brand-name-punjabi: ਪੈ.ਗਾਮ-ਏ-ਜਗਤ — [1337, 81, 1479, 108]
story4-column-3 — [532, 1546, 784, 1853]
story4-column-1 — [48, 1546, 278, 1853]
